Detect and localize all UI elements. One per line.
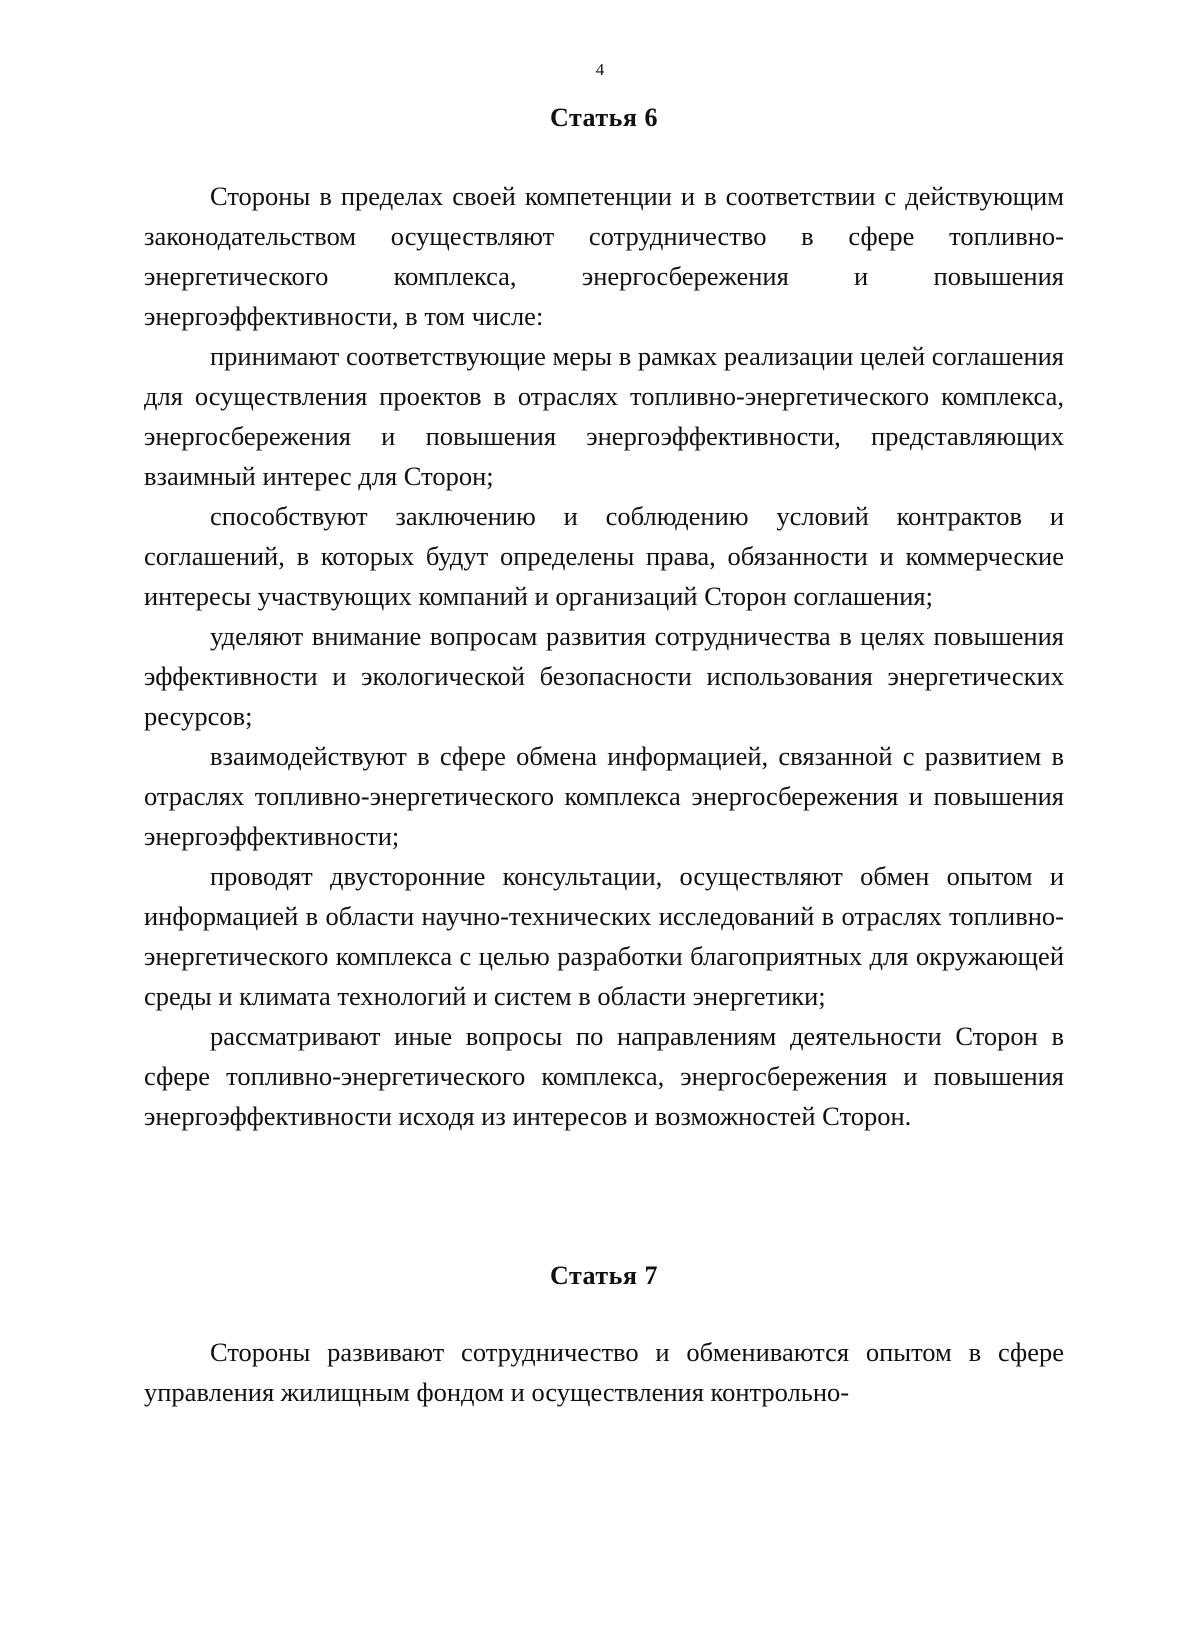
article-6-paragraph: рассматривают иные вопросы по направлениям деятельности Сторон в сфере топливно-энергетического комплекса, энергосбережения и повышения энергоэффективности исходя из интересов и возможностей Сторон. — [144, 1021, 1064, 1131]
article-6-paragraph: взаимодействуют в сфере обмена информацией, связанной с развитием в отраслях топливно-энергетического комплекса энергосбережения и повышения энергоэффективности; — [144, 741, 1064, 851]
article-7-body — [144, 1332, 1064, 1412]
article-6-heading: Статья 6 — [550, 103, 658, 132]
article-6-paragraph: проводят двусторонние консультации, осуществляют обмен опытом и информацией в области научно-технических исследований в отраслях топливно-энергетического комплекса с целью разработки благоприятных для окружающей среды и климата технологий и систем в области энергетики; — [144, 861, 1064, 1011]
article-6-body — [144, 176, 1064, 1136]
article-7-heading: Статья 7 — [550, 1261, 658, 1290]
page-number: 4 — [595, 60, 605, 79]
article-6-paragraph: Стороны в пределах своей компетенции и в соответствии с действующим законодательством осуществляют сотрудничество в сфере топливно-энергетического комплекса, энергосбережения и повышения энергоэффективности, в том числе: — [144, 181, 1064, 331]
article-6-paragraph: принимают соответствующие меры в рамках реализации целей соглашения для осуществления проектов в отраслях топливно-энергетического комплекса, энергосбережения и повышения энергоэффективности, представляющих взаимный интерес для Сторон; — [144, 341, 1064, 491]
article-7-paragraph: Стороны развивают сотрудничество и обмениваются опытом в сфере управления жилищным фондом и осуществления контрольно- — [144, 1337, 1064, 1407]
article-6-paragraph: способствуют заключению и соблюдению условий контрактов и соглашений, в которых будут определены права, обязанности и коммерческие интересы участвующих компаний и организаций Сторон соглашения; — [144, 501, 1064, 611]
article-6-paragraph: уделяют внимание вопросам развития сотрудничества в целях повышения эффективности и экологической безопасности использования энергетических ресурсов; — [144, 621, 1064, 731]
